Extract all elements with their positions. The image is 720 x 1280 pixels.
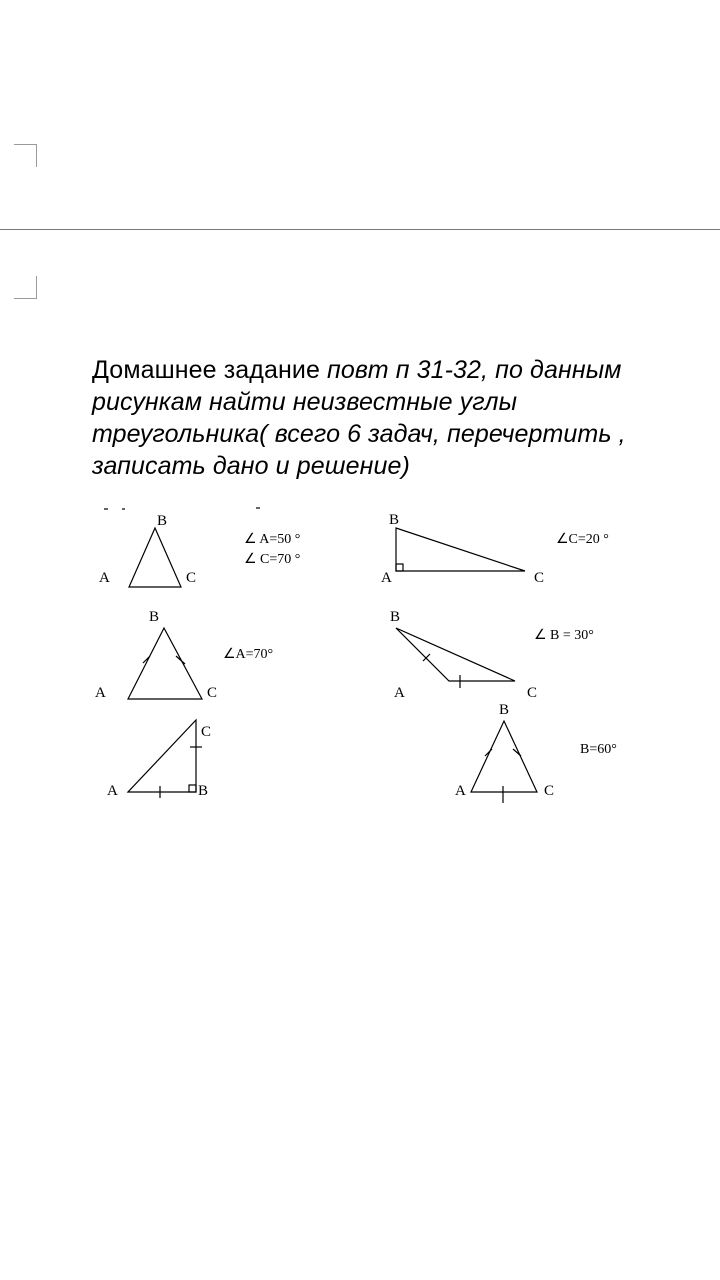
assignment-instructions: повт п 31-32, по данным рисункам найти неизвестные углы треугольника( всего 6 задач, перечертить , записать дано и решение) bbox=[92, 356, 626, 480]
given-angle: ∠ A=50 ° bbox=[244, 532, 301, 547]
assignment-heading: Домашнее задание bbox=[92, 356, 320, 384]
vertex-label-a: A bbox=[99, 570, 110, 586]
triangle-3 bbox=[128, 628, 202, 699]
triangle-2 bbox=[396, 528, 525, 571]
right-angle-marker bbox=[189, 785, 196, 792]
page-break-line bbox=[0, 229, 720, 230]
vertex-label-b: B bbox=[390, 609, 401, 625]
given-angle: ∠ B = 30° bbox=[534, 628, 594, 643]
vertex-label-a: A bbox=[455, 783, 466, 799]
vertex-label-b: B bbox=[149, 609, 160, 625]
vertex-label-c: C bbox=[534, 570, 545, 586]
figure-1 bbox=[99, 513, 300, 587]
vertex-label-c: C bbox=[544, 783, 555, 799]
vertex-label-c: C bbox=[201, 724, 212, 740]
vertex-label-b: B bbox=[499, 702, 510, 718]
figure-2 bbox=[381, 512, 609, 586]
figure-3 bbox=[95, 609, 273, 701]
given-angle: ∠ C=70 ° bbox=[244, 552, 301, 567]
equal-side-tick bbox=[423, 654, 430, 661]
vertex-label-c: C bbox=[186, 570, 197, 586]
equal-side-tick bbox=[176, 656, 185, 664]
figure-6 bbox=[455, 702, 617, 803]
triangle-4 bbox=[396, 628, 515, 681]
given-angle: B=60° bbox=[580, 742, 617, 757]
page-corner-mark-top bbox=[14, 144, 37, 167]
vertex-label-b: B bbox=[198, 783, 209, 799]
given-angle: ∠A=70° bbox=[223, 647, 274, 662]
assignment-text bbox=[92, 354, 682, 482]
triangle-6 bbox=[471, 721, 537, 792]
triangle-figures bbox=[0, 496, 720, 816]
vertex-label-a: A bbox=[95, 685, 106, 701]
right-angle-marker bbox=[396, 564, 403, 571]
given-angle: ∠C=20 ° bbox=[556, 532, 609, 547]
figure-4 bbox=[390, 609, 594, 701]
triangle-5 bbox=[128, 720, 196, 792]
triangle-1 bbox=[129, 528, 181, 587]
figure-5 bbox=[107, 720, 211, 799]
vertex-label-c: C bbox=[207, 685, 218, 701]
vertex-label-c: C bbox=[527, 685, 538, 701]
vertex-label-a: A bbox=[107, 783, 118, 799]
vertex-label-b: B bbox=[389, 512, 400, 528]
page-corner-mark-bottom bbox=[14, 276, 37, 299]
vertex-label-a: A bbox=[394, 685, 405, 701]
vertex-label-a: A bbox=[381, 570, 392, 586]
vertex-label-b: B bbox=[157, 513, 168, 529]
